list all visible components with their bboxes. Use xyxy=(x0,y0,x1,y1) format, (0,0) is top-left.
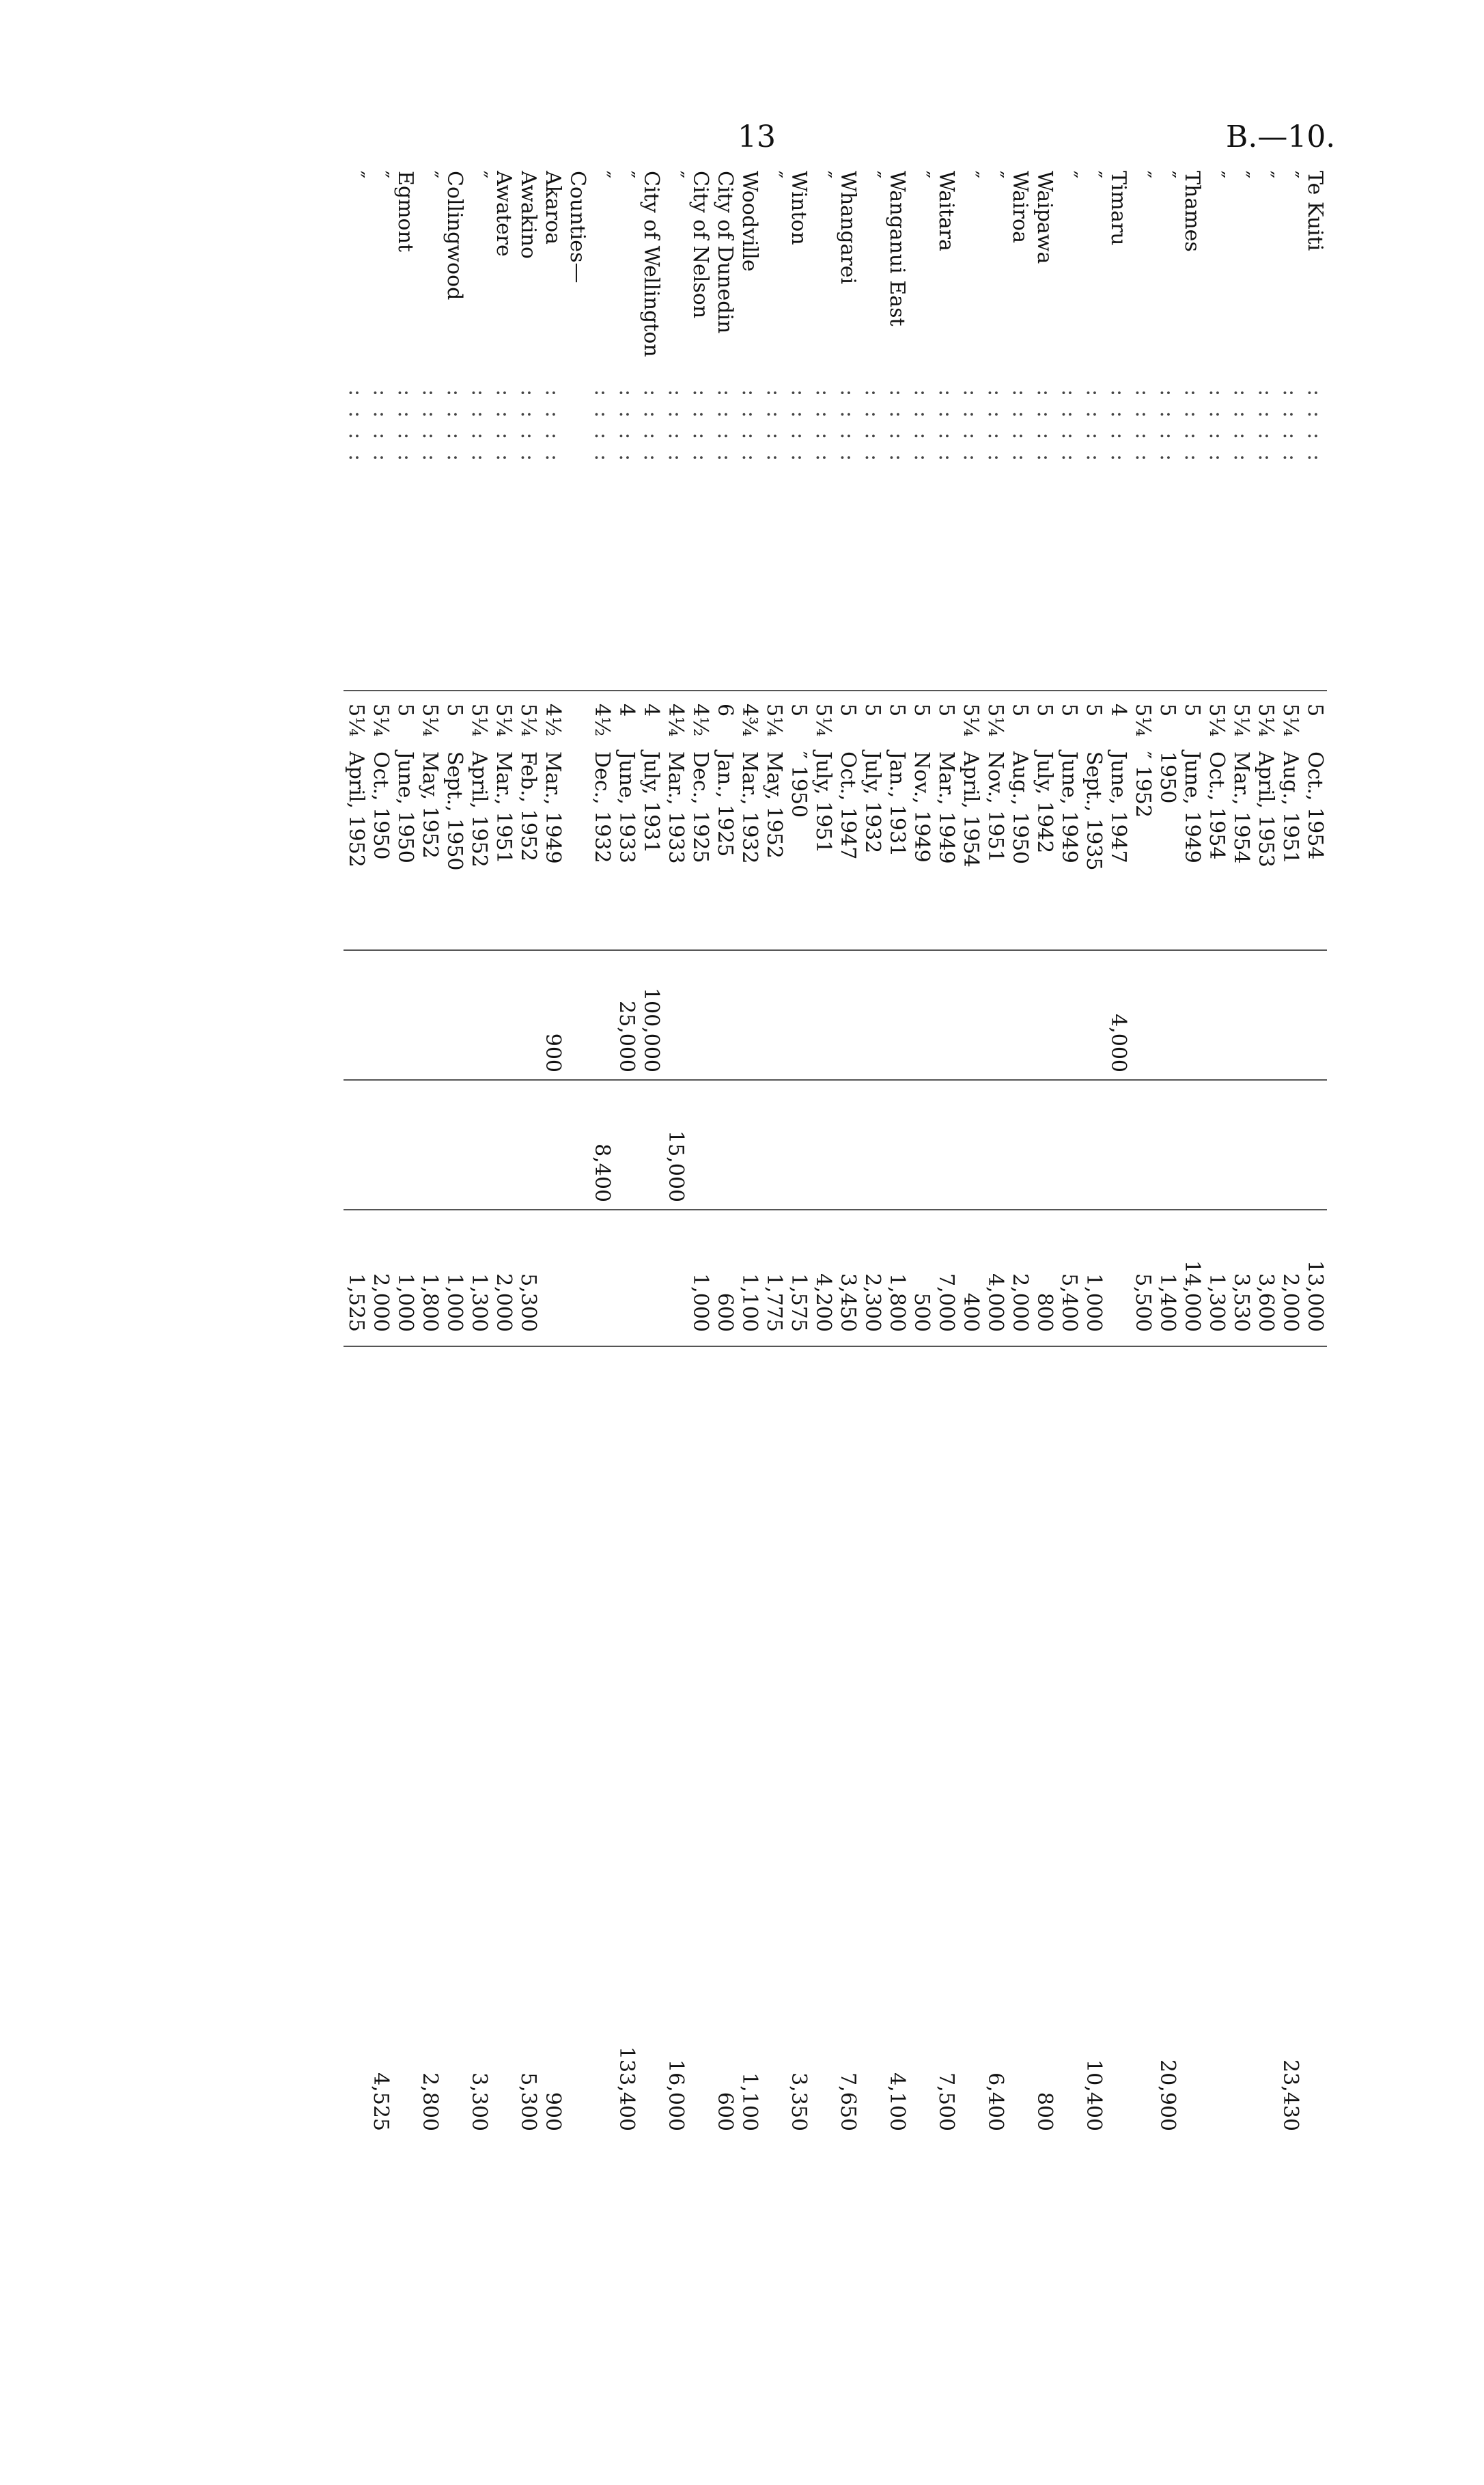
dot-leader: : : : : xyxy=(1106,389,1130,466)
table-row xyxy=(1031,171,1056,2322)
cell-name: Timaru xyxy=(1106,171,1130,246)
cell-date: Dec., 1932 xyxy=(590,751,614,863)
cell-name: ″ xyxy=(369,171,393,179)
cell-rate: 4½ xyxy=(541,704,565,737)
cell-name: ″ xyxy=(418,171,442,179)
cell-name: Waipawa xyxy=(1033,171,1056,264)
cell-date: Feb., 1952 xyxy=(516,751,540,862)
cell-date: Jan., 1925 xyxy=(713,751,737,857)
cell-total: 20,900 xyxy=(1156,2059,1179,2131)
dot-leader: : : : : xyxy=(492,389,516,466)
cell-name: ″ xyxy=(983,171,1007,179)
cell-date: Dec., 1925 xyxy=(688,751,712,863)
cell-name: ″ xyxy=(1229,171,1253,179)
cell-date: May, 1952 xyxy=(418,751,442,859)
cell-total: 2,800 xyxy=(418,2072,442,2131)
table-row xyxy=(736,171,761,2322)
cell-rate: 4 xyxy=(639,704,663,717)
cell-name: ″ xyxy=(1156,171,1179,179)
cell-amt: 5,500 xyxy=(1131,1273,1155,1332)
cell-date: Mar., 1949 xyxy=(934,751,958,864)
cell-name: Te Kuiti xyxy=(1303,171,1327,251)
table-row xyxy=(1080,171,1106,2322)
cell-rate: 5 xyxy=(787,704,811,717)
dot-leader: : : : : xyxy=(1205,389,1229,466)
column-rule xyxy=(344,1079,1327,1081)
cell-date: June, 1950 xyxy=(393,751,417,863)
cell-name: Wairoa xyxy=(1008,171,1032,243)
table-row xyxy=(1227,171,1253,2322)
cell-total: 133,400 xyxy=(615,2046,639,2131)
dot-leader: : : : : xyxy=(910,389,934,466)
cell-amt: 14,000 xyxy=(1180,1260,1204,1332)
cell-total: 7,500 xyxy=(934,2072,958,2131)
cell-amt: 1,000 xyxy=(443,1273,466,1332)
cell-amt: 1,000 xyxy=(1082,1273,1106,1332)
table-row xyxy=(957,171,983,2322)
dot-leader: : : : : xyxy=(393,389,417,466)
table-row xyxy=(588,171,614,2322)
dot-leader: : : : : xyxy=(590,389,614,466)
cell-name: Woodville xyxy=(738,171,761,272)
cell-date: Mar., 1933 xyxy=(664,751,688,864)
dot-leader: : : : : xyxy=(1254,389,1278,466)
cell-total: 5,300 xyxy=(516,2072,540,2131)
cell-name: Waitara xyxy=(934,171,958,251)
cell-total: 900 xyxy=(541,2092,565,2131)
cell-rate: 5 xyxy=(1008,704,1032,717)
cell-amt: 2,300 xyxy=(860,1273,884,1332)
column-rule xyxy=(344,690,1327,691)
table-row xyxy=(1203,171,1229,2322)
cell-name: ″ xyxy=(590,171,614,179)
cell-amt: 1,000 xyxy=(688,1273,712,1332)
table-row xyxy=(563,171,589,2322)
cell-name: Thames xyxy=(1180,171,1204,252)
dot-leader: : : : : xyxy=(1082,389,1106,466)
cell-amt: 5,400 xyxy=(1057,1273,1081,1332)
cell-name: ″ xyxy=(860,171,884,179)
cell-date: Oct., 1950 xyxy=(369,751,393,860)
cell-rate: 5 xyxy=(1156,704,1179,717)
loans-table xyxy=(166,171,1327,2322)
cell-amt: 2,000 xyxy=(492,1273,516,1332)
cell-name: Awatere xyxy=(492,171,516,257)
dot-leader: : : : : xyxy=(639,389,663,466)
cell-amt: 400 xyxy=(959,1292,983,1332)
table-row xyxy=(1153,171,1179,2322)
cell-rate: 5 xyxy=(1303,704,1327,717)
column-rule xyxy=(344,1209,1327,1210)
table-row xyxy=(883,171,909,2322)
table-row xyxy=(686,171,712,2322)
column-rule xyxy=(344,1346,1327,1347)
cell-date: ″ 1952 xyxy=(1131,751,1155,818)
cell-rate: 4¼ xyxy=(664,704,688,737)
cell-date: July, 1931 xyxy=(639,751,663,854)
cell-rate: 5¼ xyxy=(762,704,786,737)
cell-rate: 6 xyxy=(713,704,737,717)
cell-total: 16,000 xyxy=(664,2059,688,2131)
cell-name: ″ xyxy=(664,171,688,179)
cell-amt: 4,000 xyxy=(983,1273,1007,1332)
document-reference: B.—10. xyxy=(1226,120,1336,154)
table-row xyxy=(1006,171,1032,2322)
cell-rate: 5 xyxy=(1180,704,1204,717)
cell-name: ″ xyxy=(344,171,368,179)
cell-amt: 2,000 xyxy=(369,1273,393,1332)
table-row xyxy=(1178,171,1204,2322)
cell-rate: 5 xyxy=(1082,704,1106,717)
table-row xyxy=(1301,171,1327,2322)
table-row xyxy=(1055,171,1081,2322)
cell-c1: 900 xyxy=(541,1033,565,1072)
dot-leader: : : : : xyxy=(664,389,688,466)
cell-name: ″ xyxy=(1131,171,1155,179)
table-row xyxy=(809,171,835,2322)
cell-name: Winton xyxy=(787,171,811,245)
table-row xyxy=(1104,171,1130,2322)
cell-c1: 4,000 xyxy=(1106,1014,1130,1072)
page-number: 13 xyxy=(738,120,776,154)
dot-leader: : : : : xyxy=(1057,389,1081,466)
cell-rate: 5¼ xyxy=(1278,704,1302,737)
cell-date: June, 1949 xyxy=(1180,751,1204,863)
cell-date: Mar., 1949 xyxy=(541,751,565,864)
cell-date: June, 1949 xyxy=(1057,751,1081,863)
cell-rate: 4¾ xyxy=(738,704,761,737)
cell-amt: 1,800 xyxy=(885,1273,909,1332)
cell-name: ″ xyxy=(959,171,983,179)
cell-rate: 5 xyxy=(860,704,884,717)
dot-leader: : : : : xyxy=(541,389,565,466)
cell-rate: 4½ xyxy=(590,704,614,737)
cell-date: June, 1933 xyxy=(615,751,639,863)
cell-amt: 1,400 xyxy=(1156,1273,1179,1332)
cell-amt: 1,300 xyxy=(467,1273,491,1332)
cell-date: Aug., 1950 xyxy=(1008,751,1032,865)
cell-name: ″ xyxy=(1254,171,1278,179)
cell-amt: 1,525 xyxy=(344,1273,368,1332)
cell-rate: 5¼ xyxy=(983,704,1007,737)
cell-date: Sept., 1950 xyxy=(443,751,466,871)
cell-total: 600 xyxy=(713,2092,737,2131)
cell-total: 6,400 xyxy=(983,2072,1007,2131)
cell-amt: 2,000 xyxy=(1278,1273,1302,1332)
cell-rate: 5 xyxy=(443,704,466,717)
dot-leader: : : : : xyxy=(1180,389,1204,466)
cell-total: 3,300 xyxy=(467,2072,491,2131)
dot-leader: : : : : xyxy=(688,389,712,466)
table-row xyxy=(662,171,688,2322)
cell-amt: 1,575 xyxy=(787,1273,811,1332)
cell-rate: 5¼ xyxy=(1205,704,1229,737)
dot-leader: : : : : xyxy=(467,389,491,466)
cell-name: ″ xyxy=(1278,171,1302,179)
dot-leader: : : : : xyxy=(1278,389,1302,466)
dot-leader: : : : : xyxy=(713,389,737,466)
cell-date: Oct., 1947 xyxy=(836,751,860,860)
cell-rate: 5¼ xyxy=(1229,704,1253,737)
cell-rate: 5¼ xyxy=(1254,704,1278,737)
cell-c2: 8,400 xyxy=(590,1143,614,1202)
cell-name: City of Wellington xyxy=(639,171,663,357)
table-row xyxy=(416,171,442,2322)
cell-date: ″ 1950 xyxy=(787,751,811,818)
table-row xyxy=(465,171,491,2322)
cell-date: Mar., 1932 xyxy=(738,751,761,864)
dot-leader: : : : : xyxy=(418,389,442,466)
cell-date: Aug., 1951 xyxy=(1278,751,1302,865)
cell-total: 10,400 xyxy=(1082,2059,1106,2131)
cell-date: April, 1953 xyxy=(1254,751,1278,867)
dot-leader: : : : : xyxy=(1131,389,1155,466)
dot-leader: : : : : xyxy=(516,389,540,466)
dot-leader: : : : : xyxy=(443,389,466,466)
dot-leader: : : : : xyxy=(787,389,811,466)
cell-c2: 15,000 xyxy=(664,1130,688,1202)
cell-amt: 3,530 xyxy=(1229,1273,1253,1332)
table-row xyxy=(711,171,737,2322)
dot-leader: : : : : xyxy=(934,389,958,466)
cell-amt: 2,000 xyxy=(1008,1273,1032,1332)
cell-date: 1950 xyxy=(1156,751,1179,804)
dot-leader: : : : : xyxy=(369,389,393,466)
dot-leader: : : : : xyxy=(860,389,884,466)
cell-total: 1,100 xyxy=(738,2072,761,2131)
cell-rate: 5 xyxy=(836,704,860,717)
cell-name: ″ xyxy=(615,171,639,179)
dot-leader: : : : : xyxy=(811,389,835,466)
cell-name: Awakino xyxy=(516,171,540,260)
cell-name: Whangarei xyxy=(836,171,860,285)
dot-leader: : : : : xyxy=(1033,389,1056,466)
cell-total: 7,650 xyxy=(836,2072,860,2131)
table-row xyxy=(858,171,884,2322)
cell-date: Jan., 1931 xyxy=(885,751,909,857)
cell-rate: 5¼ xyxy=(344,704,368,737)
dot-leader: : : : : xyxy=(1008,389,1032,466)
dot-leader: : : : : xyxy=(762,389,786,466)
cell-rate: 4½ xyxy=(688,704,712,737)
cell-amt: 1,775 xyxy=(762,1273,786,1332)
cell-rate: 5¼ xyxy=(418,704,442,737)
cell-rate: 5¼ xyxy=(959,704,983,737)
cell-name: Akaroa xyxy=(541,171,565,245)
dot-leader: : : : : xyxy=(1229,389,1253,466)
cell-name: Collingwood xyxy=(443,171,466,301)
cell-name: City of Nelson xyxy=(688,171,712,319)
cell-total: 4,525 xyxy=(369,2072,393,2131)
table-row xyxy=(367,171,393,2322)
cell-amt: 3,450 xyxy=(836,1273,860,1332)
cell-date: Oct., 1954 xyxy=(1303,751,1327,860)
table-row xyxy=(440,171,466,2322)
dot-leader: : : : : xyxy=(885,389,909,466)
table-row xyxy=(1252,171,1278,2322)
column-rule xyxy=(344,949,1327,951)
cell-c1: 100,000 xyxy=(639,987,663,1072)
cell-rate: 5¼ xyxy=(467,704,491,737)
table-row xyxy=(539,171,565,2322)
cell-date: June, 1947 xyxy=(1106,751,1130,863)
cell-rate: 5¼ xyxy=(811,704,835,737)
cell-rate: 5 xyxy=(393,704,417,717)
table-row xyxy=(514,171,540,2322)
cell-amt: 500 xyxy=(910,1292,934,1332)
table-row xyxy=(981,171,1007,2322)
cell-name: ″ xyxy=(1205,171,1229,179)
table-row xyxy=(1129,171,1155,2322)
cell-rate: 5 xyxy=(885,704,909,717)
cell-rate: 5¼ xyxy=(1131,704,1155,737)
dot-leader: : : : : xyxy=(1156,389,1179,466)
table-row xyxy=(490,171,516,2322)
cell-date: April, 1952 xyxy=(467,751,491,867)
cell-rate: 5 xyxy=(1057,704,1081,717)
cell-date: July, 1932 xyxy=(860,751,884,854)
cell-c1: 25,000 xyxy=(615,1001,639,1072)
cell-amt: 1,800 xyxy=(418,1273,442,1332)
cell-date: July, 1951 xyxy=(811,751,835,854)
table-row xyxy=(613,171,639,2322)
dot-leader: : : : : xyxy=(1303,389,1327,466)
cell-name: ″ xyxy=(811,171,835,179)
cell-rate: 4 xyxy=(615,704,639,717)
cell-name: ″ xyxy=(467,171,491,179)
cell-rate: 5 xyxy=(910,704,934,717)
cell-rate: 4 xyxy=(1106,704,1130,717)
dot-leader: : : : : xyxy=(983,389,1007,466)
table-row xyxy=(932,171,958,2322)
cell-amt: 800 xyxy=(1033,1292,1056,1332)
table-row xyxy=(391,171,417,2322)
cell-date: July, 1942 xyxy=(1033,751,1056,854)
cell-amt: 1,000 xyxy=(393,1273,417,1332)
cell-amt: 600 xyxy=(713,1292,737,1332)
cell-name: ″ xyxy=(910,171,934,179)
table-row xyxy=(834,171,860,2322)
cell-rate: 5¼ xyxy=(492,704,516,737)
cell-name: Counties— xyxy=(565,171,589,283)
dot-leader: : : : : xyxy=(344,389,368,466)
table-row xyxy=(637,171,663,2322)
cell-amt: 7,000 xyxy=(934,1273,958,1332)
cell-date: Oct., 1954 xyxy=(1205,751,1229,860)
cell-total: 4,100 xyxy=(885,2072,909,2131)
cell-name: ″ xyxy=(1082,171,1106,179)
cell-amt: 1,100 xyxy=(738,1273,761,1332)
table-row xyxy=(908,171,934,2322)
cell-amt: 5,300 xyxy=(516,1273,540,1332)
cell-name: ″ xyxy=(762,171,786,179)
cell-total: 800 xyxy=(1033,2092,1056,2131)
table-row xyxy=(342,171,368,2322)
cell-name: Wanganui East xyxy=(885,171,909,327)
cell-name: ″ xyxy=(1057,171,1081,179)
cell-total: 23,430 xyxy=(1278,2059,1302,2131)
cell-date: Nov., 1951 xyxy=(983,751,1007,863)
cell-date: April, 1952 xyxy=(344,751,368,867)
dot-leader: : : : : xyxy=(959,389,983,466)
cell-date: Mar., 1951 xyxy=(492,751,516,864)
cell-rate: 5¼ xyxy=(369,704,393,737)
cell-date: Sept., 1935 xyxy=(1082,751,1106,871)
dot-leader: : : : : xyxy=(836,389,860,466)
dot-leader: : : : : xyxy=(738,389,761,466)
dot-leader: : : : : xyxy=(615,389,639,466)
cell-amt: 3,600 xyxy=(1254,1273,1278,1332)
cell-rate: 5 xyxy=(1033,704,1056,717)
cell-date: April, 1954 xyxy=(959,751,983,867)
table-row xyxy=(760,171,786,2322)
cell-amt: 4,200 xyxy=(811,1273,835,1332)
cell-date: Mar., 1954 xyxy=(1229,751,1253,864)
cell-amt: 1,300 xyxy=(1205,1273,1229,1332)
cell-rate: 5¼ xyxy=(516,704,540,737)
cell-total: 3,350 xyxy=(787,2072,811,2131)
table-row xyxy=(785,171,811,2322)
cell-name: Egmont xyxy=(393,171,417,252)
cell-amt: 13,000 xyxy=(1303,1260,1327,1332)
cell-date: May, 1952 xyxy=(762,751,786,859)
table-row xyxy=(1276,171,1302,2322)
cell-rate: 5 xyxy=(934,704,958,717)
cell-name: City of Dunedin xyxy=(713,171,737,334)
cell-date: Nov., 1949 xyxy=(910,751,934,863)
